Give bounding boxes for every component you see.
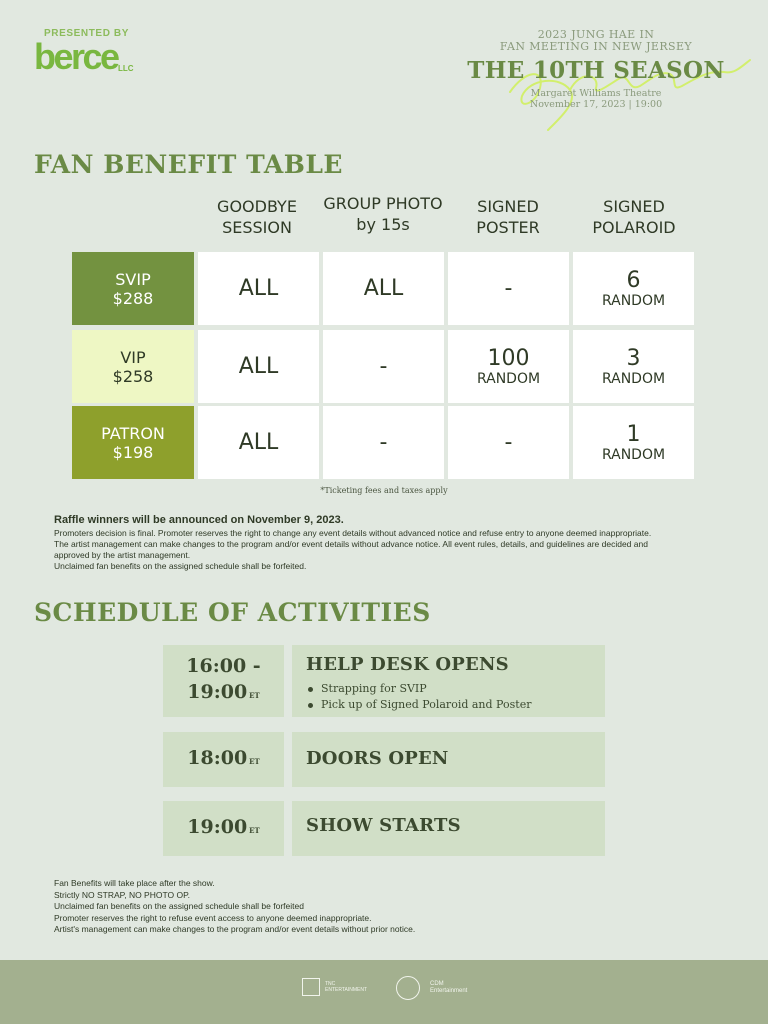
timezone-label: ET bbox=[249, 691, 260, 700]
schedule-activity bbox=[292, 732, 605, 787]
benefit-cell bbox=[198, 252, 319, 325]
benefit-value: ALL bbox=[238, 429, 279, 455]
activity-title: SHOW STARTS bbox=[306, 815, 461, 836]
footer-bar bbox=[0, 960, 768, 1024]
benefit-cell bbox=[323, 330, 444, 403]
schedule-time bbox=[163, 801, 284, 856]
time-value: 18:00 bbox=[187, 746, 248, 769]
tier-price: $288 bbox=[112, 288, 154, 308]
ticketing-fee-note: *Ticketing fees and taxes apply bbox=[320, 486, 448, 495]
benefit-value: ALL bbox=[363, 275, 404, 301]
activity-detail-item bbox=[308, 681, 605, 697]
schedule-activity bbox=[292, 801, 605, 856]
column-header-line: POSTER bbox=[476, 218, 540, 237]
benefit-value: 1 bbox=[626, 421, 641, 447]
activity-title: DOORS OPEN bbox=[306, 748, 449, 769]
rule-line: approved by the artist management. bbox=[54, 550, 191, 560]
tnc-sub: ENTERTAINMENT bbox=[325, 987, 368, 993]
benefit-cell bbox=[573, 330, 694, 403]
benefit-cell bbox=[573, 406, 694, 479]
tier-vip bbox=[72, 330, 194, 403]
tier-patron bbox=[72, 406, 194, 479]
presented-by-label: PRESENTED BY bbox=[44, 28, 129, 39]
tier-price: $198 bbox=[112, 442, 154, 462]
note-line: Artist's management can make changes to the program and/or event details without prior notice. bbox=[54, 924, 416, 934]
tier-price: $258 bbox=[112, 366, 154, 386]
benefit-table-title: FAN BENEFIT TABLE bbox=[34, 150, 343, 179]
cdm-logo-icon bbox=[396, 976, 420, 1000]
event-artist-line: 2023 JUNG HAE IN bbox=[537, 28, 655, 41]
event-title: THE 10TH SEASON bbox=[467, 57, 725, 84]
time-row bbox=[187, 814, 259, 844]
benefit-cell bbox=[323, 406, 444, 479]
benefit-value: ALL bbox=[238, 353, 279, 379]
note-line: Promoter reserves the right to refuse event access to anyone deemed inappropriate. bbox=[54, 912, 372, 923]
raffle-announcement: Raffle winners will be announced on November 9, 2023. bbox=[54, 514, 344, 526]
benefit-cell bbox=[573, 252, 694, 325]
tnc-name: TNC bbox=[325, 981, 336, 987]
column-header-line: SIGNED bbox=[603, 197, 665, 216]
column-header-goodbye-session bbox=[195, 196, 319, 238]
rule-line: Unclaimed fan benefits on the assigned schedule shall be forfeited. bbox=[54, 561, 307, 571]
column-header-line: POLAROID bbox=[592, 218, 676, 237]
timezone-label: ET bbox=[249, 825, 260, 835]
column-header-line: GROUP PHOTO bbox=[323, 194, 443, 213]
cdm-name: CDM bbox=[430, 981, 444, 987]
event-location-line: FAN MEETING IN NEW JERSEY bbox=[499, 40, 693, 53]
time-end: 19:00 bbox=[187, 681, 248, 703]
tnc-logo-icon bbox=[302, 978, 320, 996]
column-header-group-photo bbox=[321, 193, 445, 235]
time-value: 19:00 bbox=[187, 815, 248, 838]
time-start: 16:00 - bbox=[186, 655, 261, 677]
column-header-line: SIGNED bbox=[477, 197, 539, 216]
note-line: Unclaimed fan benefits on the assigned schedule shall be forfeited bbox=[54, 901, 304, 911]
benefit-cell bbox=[198, 330, 319, 403]
tier-svip bbox=[72, 252, 194, 325]
activity-detail-text: Strapping for SVIP bbox=[321, 682, 427, 695]
schedule-title: SCHEDULE OF ACTIVITIES bbox=[34, 598, 431, 627]
benefit-value: - bbox=[379, 353, 388, 379]
benefit-cell bbox=[448, 252, 569, 325]
note-line: Fan Benefits will take place after the show. bbox=[54, 878, 215, 888]
schedule-time bbox=[163, 732, 284, 787]
tier-name: SVIP bbox=[115, 269, 151, 289]
benefit-cell bbox=[323, 252, 444, 325]
column-header-line: GOODBYE bbox=[217, 197, 297, 216]
benefit-qualifier: RANDOM bbox=[601, 370, 666, 387]
rule-line: Promoters decision is final. Promoter reserves the right to change any event details without advanced notice and refuse entry to anyone deemed inappropriate. bbox=[54, 528, 652, 538]
presenter-logo: berce bbox=[34, 36, 118, 77]
cdm-sub: Entertainment bbox=[430, 988, 468, 994]
time-row bbox=[187, 745, 259, 775]
tier-name: PATRON bbox=[101, 423, 165, 443]
time-end-row bbox=[187, 679, 259, 709]
benefit-qualifier: RANDOM bbox=[601, 292, 666, 309]
benefit-cell bbox=[448, 330, 569, 403]
benefit-value: 100 bbox=[487, 345, 530, 371]
benefit-qualifier: RANDOM bbox=[601, 446, 666, 463]
column-header-line: by 15s bbox=[356, 215, 410, 234]
benefit-value: 3 bbox=[626, 345, 641, 371]
benefit-value: 6 bbox=[626, 267, 641, 293]
activity-detail-text: Pick up of Signed Polaroid and Poster bbox=[321, 698, 532, 711]
benefit-cell bbox=[198, 406, 319, 479]
cdm-logo-text bbox=[430, 981, 467, 995]
benefit-value: - bbox=[504, 429, 513, 455]
schedule-time bbox=[163, 645, 284, 717]
presenter-logo-suffix: LLC bbox=[118, 64, 134, 73]
event-notes bbox=[54, 878, 714, 936]
benefit-value: ALL bbox=[238, 275, 279, 301]
column-header-signed-poster bbox=[446, 196, 570, 238]
tnc-logo-text bbox=[325, 981, 367, 993]
activity-title: HELP DESK OPENS bbox=[306, 654, 509, 675]
event-venue: Margaret Williams Theatre bbox=[530, 88, 662, 99]
event-date: November 17, 2023 | 19:00 bbox=[529, 99, 663, 110]
schedule-activity bbox=[292, 645, 605, 717]
column-header-line: SESSION bbox=[222, 218, 292, 237]
activity-details bbox=[306, 681, 605, 713]
activity-detail-item bbox=[308, 697, 605, 713]
timezone-label: ET bbox=[249, 756, 260, 766]
column-header-signed-polaroid bbox=[572, 196, 696, 238]
event-rules bbox=[54, 528, 734, 572]
tier-name: VIP bbox=[120, 347, 146, 367]
benefit-cell bbox=[448, 406, 569, 479]
benefit-value: - bbox=[504, 275, 513, 301]
note-line: Strictly NO STRAP, NO PHOTO OP. bbox=[54, 889, 191, 900]
bullet-icon bbox=[308, 687, 313, 692]
bullet-icon bbox=[308, 703, 313, 708]
rule-line: The artist management can make changes to the program and/or event details without advance notice. All event rules, details, and guidelines are decided and bbox=[54, 539, 648, 549]
benefit-value: - bbox=[379, 429, 388, 455]
benefit-qualifier: RANDOM bbox=[476, 370, 541, 387]
